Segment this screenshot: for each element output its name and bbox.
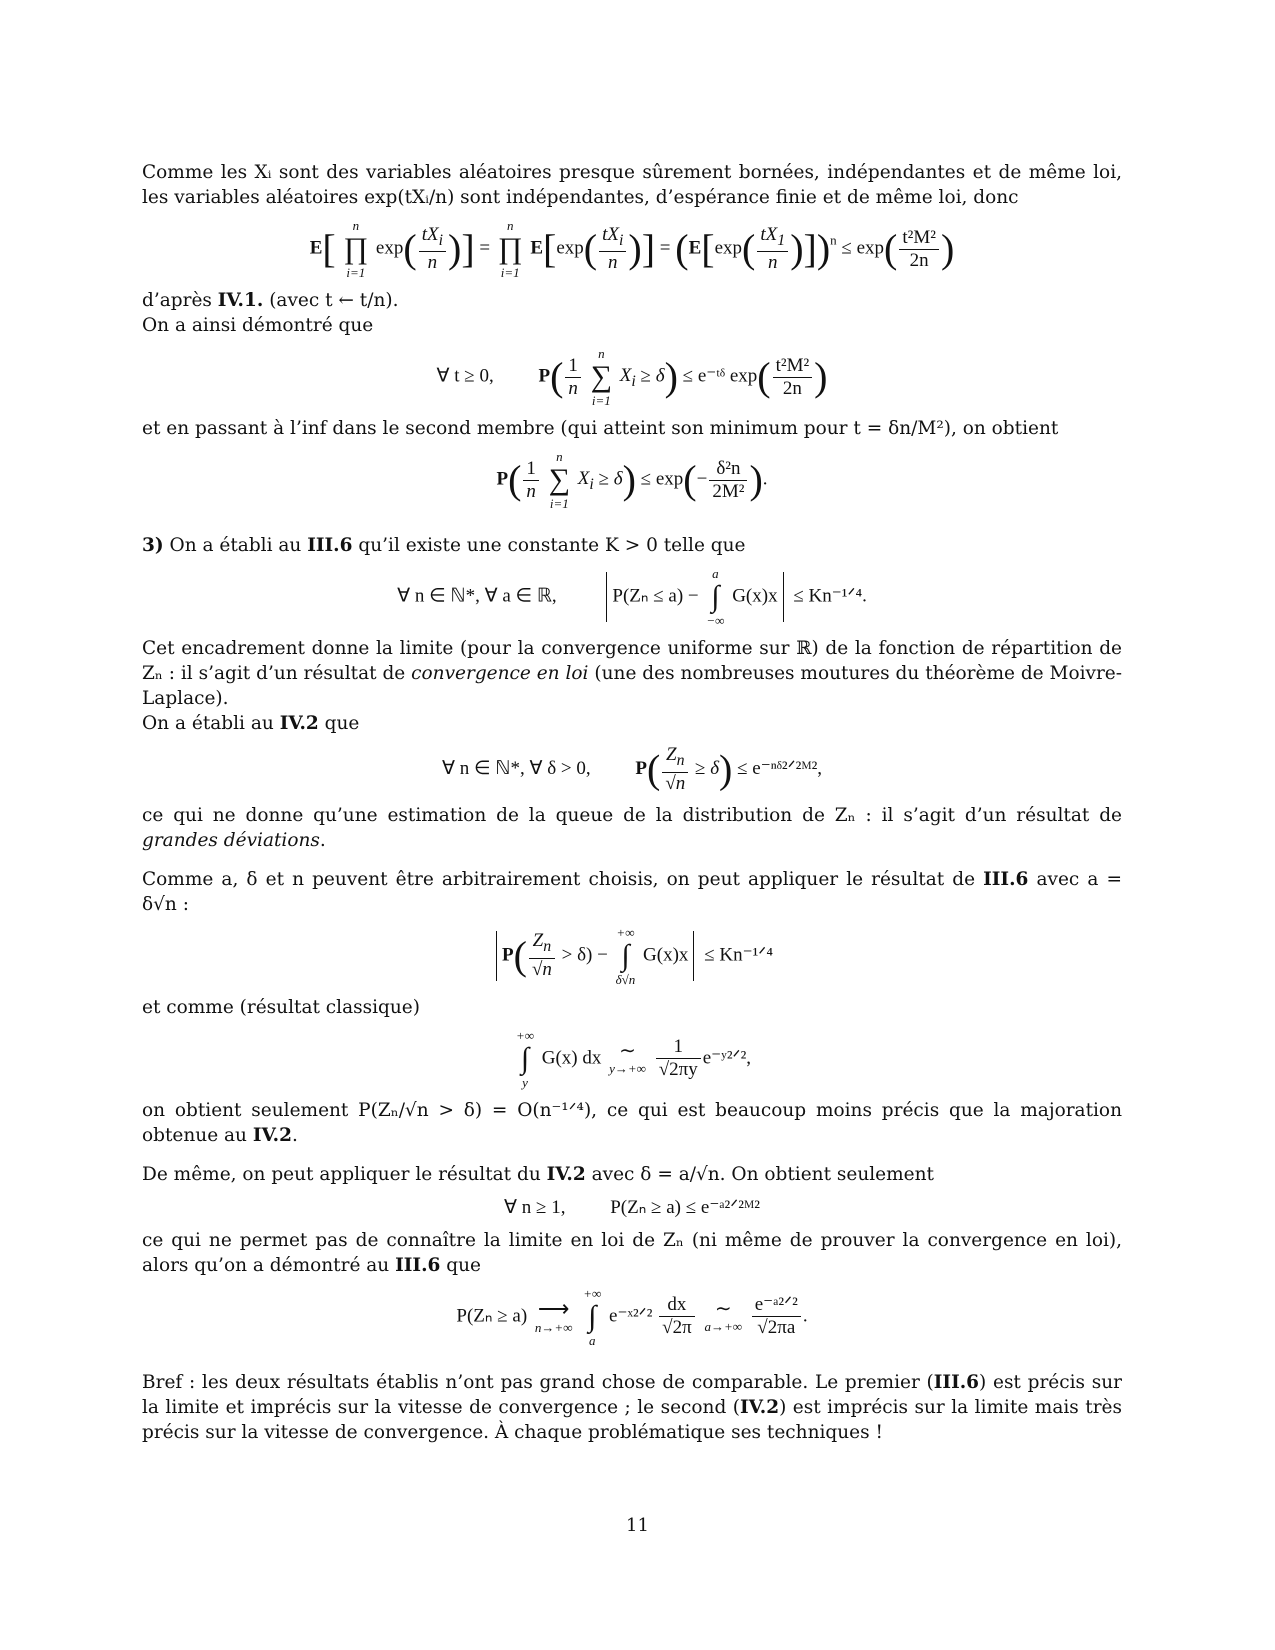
- page-body: [142, 160, 1122, 1445]
- paragraph-comme: Comme a, δ et n peuvent être arbitrairement choisis, on peut appliquer le résultat de III.6 avec a = δ√n :: [142, 868, 1122, 915]
- reference-iv1: IV.1.: [217, 290, 264, 311]
- line-classique: et comme (résultat classique): [142, 996, 420, 1018]
- expectation-symbol: E: [309, 237, 323, 259]
- reference-iii6: III.6: [307, 535, 353, 556]
- equation-large-deviation: ∀ n ∈ ℕ*, ∀ δ > 0, P( $\frac{Z_n}{√n}$ ≥ δ) ≤ e⁻ⁿᵟ²ᐟ²ᴹ²,: [441, 744, 823, 794]
- paragraph-meme: De même, on peut appliquer le résultat du IV.2 avec δ = a/√n. On obtient seulement: [142, 1163, 934, 1185]
- section-3-heading: 3) On a établi au III.6 qu’il existe une constante K > 0 telle que: [142, 535, 746, 556]
- intro-paragraph: Comme les Xᵢ sont des variables aléatoires presque sûrement bornées, indépendantes et de même loi, les variables aléatoires exp(tXᵢ/n) sont indépendantes, d’espérance finie et de même loi, donc: [142, 162, 1122, 208]
- equation-limit-convergence: P(Zₙ ≥ a) ⟶ n→+∞ +∞ ∫ a e⁻ˣ²ᐟ² $\frac{dx}{√2\pi}$ ∼ a→+∞ $\frac{\text{e⁻ᵃ²ᐟ²}}{√2\pi a}$ .: [456, 1285, 808, 1348]
- equation-tail-estimate: P( $\frac{Z_n}{√n}$ > δ) − +∞ ∫ δ√n G(x)x ≤ Kn⁻¹ᐟ⁴: [142, 925, 1122, 987]
- equation-gaussian-tail: +∞ ∫ y G(x) dx ∼ y→+∞ $\frac{1}{√2\pi y}$ e⁻ʸ²ᐟ²,: [515, 1027, 752, 1090]
- equation-a-bound: ∀ n ≥ 1, P(Zₙ ≥ a) ≤ e⁻ᵃ²ᐟ²ᴹ²: [504, 1196, 760, 1218]
- equation-berry-esseen: ∀ n ∈ ℕ*, ∀ a ∈ ℝ, P(Zₙ ≤ a) − a ∫ −∞ G(x)x ≤ Kn⁻¹ᐟ⁴.: [397, 566, 867, 628]
- line-demontre: On a ainsi démontré que: [142, 315, 374, 336]
- page-number: 11: [626, 1515, 649, 1536]
- paragraph-encadrement: Cet encadrement donne la limite (pour la convergence uniforme sur ℝ) de la fonction de répartition de Zₙ : il s’agit d’un résultat de convergence en loi (une des nombreuses moutures du théorème de Moivre-Laplace).: [142, 638, 1123, 709]
- equation-expectation-product: E[ n ∏ i=1 exp( $\frac{tX_i}{n}$ )] = n ∏ i=1 E[exp( $\frac{tX_i}{n}$ )] = (E[exp( $\frac{tX_1}{n}$ )])$^n$ ≤ exp( $\frac{\text{t²M²}}{2n}$ ): [309, 218, 955, 280]
- paragraph-queue: ce qui ne donne qu’une estimation de la queue de la distribution de Zₙ : il s’agit d’un résultat de grandes déviations.: [142, 804, 1122, 851]
- equation-hoeffding-result: P( $\frac{1}{n}$ n ∑ i=1 $X_i \ge \delta) \le \exp(-$ $\frac{\text{δ²n}}{\text{2M²}}$ ).: [496, 449, 768, 511]
- line-inf: et en passant à l’inf dans le second membre (qui atteint son minimum pour t = δn/M²), on obtient: [142, 418, 1059, 439]
- line-iv2: On a établi au IV.2 que: [142, 713, 360, 734]
- paragraph-limite: ce qui ne permet pas de connaître la limite en loi de Zₙ (ni même de prouver la convergence en loi), alors qu’on a démontré au III.6 que: [142, 1229, 1122, 1276]
- after-equation-line: d’après IV.1. (avec t ← t/n).: [142, 290, 399, 311]
- paragraph-bref: Bref : les deux résultats établis n’ont pas grand chose de comparable. Le premier (III.6) est précis sur la limite et imprécis sur la vitesse de convergence ; le second (IV.2) est imprécis sur la limite mais très précis sur la vitesse de convergence. À chaque problématique ses techniques !: [142, 1371, 1122, 1443]
- paragraph-seulement: on obtient seulement P(Zₙ/√n > δ) = O(n⁻¹ᐟ⁴), ce qui est beaucoup moins précis que la majoration obtenue au IV.2.: [142, 1099, 1122, 1146]
- equation-chernoff-bound: ∀ t ≥ 0, P( $\frac{1}{n}$ n ∑ i=1 $X_i \ge \delta$) ≤ e⁻ᵗᵟ exp( $\frac{\text{t²M²}}{2n}$ ): [436, 346, 828, 408]
